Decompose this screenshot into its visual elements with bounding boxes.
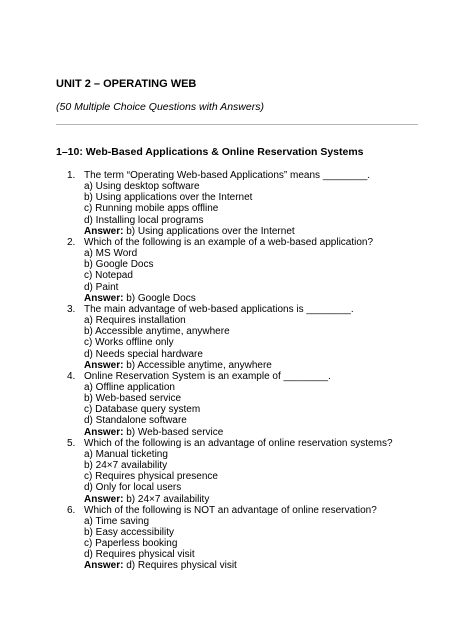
answer-text: b) Using applications over the Internet	[126, 225, 295, 237]
option-a: a) Requires installation	[84, 315, 186, 327]
question-number: 2.	[67, 236, 76, 248]
subtitle: (50 Multiple Choice Questions with Answers)	[56, 101, 264, 113]
option-c: c) Works offline only	[84, 337, 174, 349]
answer-line	[67, 293, 447, 304]
option-a: a) MS Word	[84, 248, 138, 260]
answer-line	[67, 226, 447, 237]
question-item	[67, 304, 447, 371]
answer-label: Answer:	[84, 225, 124, 237]
option-c: c) Database query system	[84, 404, 201, 416]
answer-line	[67, 360, 447, 371]
question-text: Which of the following is an example of a web-based application?	[84, 236, 374, 248]
section-heading: 1–10: Web-Based Applications & Online Reservation Systems	[56, 146, 364, 158]
option-c: c) Paperless booking	[84, 538, 178, 550]
answer-text: b) 24×7 availability	[126, 493, 210, 505]
question-item	[67, 438, 447, 505]
option-b: b) Accessible anytime, anywhere	[84, 326, 230, 338]
answer-label: Answer:	[84, 359, 124, 371]
question-item	[67, 170, 447, 237]
answer-label: Answer:	[84, 560, 124, 572]
option-d: d) Only for local users	[84, 482, 182, 494]
question-text: Online Reservation System is an example of ________.	[84, 370, 331, 382]
question-item	[67, 505, 447, 572]
option-b: b) Google Docs	[84, 259, 154, 271]
option-d: d) Paint	[84, 281, 119, 293]
unit-title: UNIT 2 – OPERATING WEB	[56, 78, 197, 90]
question-text: The term “Operating Web-based Applications” means ________.	[84, 170, 371, 181]
answer-text: b) Google Docs	[126, 292, 196, 304]
option-a: a) Time saving	[84, 515, 150, 527]
question-number: 5.	[67, 437, 76, 449]
option-c: c) Running mobile apps offline	[84, 203, 219, 215]
answer-line	[67, 560, 447, 571]
question-number: 6.	[67, 504, 76, 516]
option-a: a) Using desktop software	[84, 181, 200, 193]
option-b: b) Web-based service	[84, 393, 182, 405]
horizontal-divider	[56, 124, 418, 125]
answer-label: Answer:	[84, 426, 124, 438]
option-b: b) Using applications over the Internet	[84, 192, 253, 204]
option-a: a) Manual ticketing	[84, 448, 168, 460]
option-d: d) Installing local programs	[84, 214, 204, 226]
question-item	[67, 371, 447, 438]
answer-label: Answer:	[84, 493, 124, 505]
option-c: c) Notepad	[84, 270, 133, 282]
option-b: b) 24×7 availability	[84, 460, 168, 472]
question-number: 4.	[67, 370, 76, 382]
option-a: a) Offline application	[84, 381, 175, 393]
question-list	[67, 170, 447, 572]
option-d: d) Standalone software	[84, 415, 187, 427]
answer-label: Answer:	[84, 292, 124, 304]
answer-line	[67, 494, 447, 505]
option-d: d) Requires physical visit	[84, 549, 195, 561]
answer-text: b) Web-based service	[126, 426, 224, 438]
question-number: 1.	[67, 170, 76, 181]
question-text: The main advantage of web-based applications is ________.	[84, 303, 354, 315]
option-d: d) Needs special hardware	[84, 348, 203, 360]
question-number: 3.	[67, 303, 76, 315]
question-text: Which of the following is NOT an advantage of online reservation?	[84, 504, 377, 516]
question-item	[67, 237, 447, 304]
answer-text: b) Accessible anytime, anywhere	[126, 359, 272, 371]
option-c: c) Requires physical presence	[84, 471, 218, 483]
option-b: b) Easy accessibility	[84, 527, 175, 538]
answer-text: d) Requires physical visit	[126, 560, 237, 572]
answer-line	[67, 427, 447, 438]
question-text: Which of the following is an advantage of online reservation systems?	[84, 437, 393, 449]
